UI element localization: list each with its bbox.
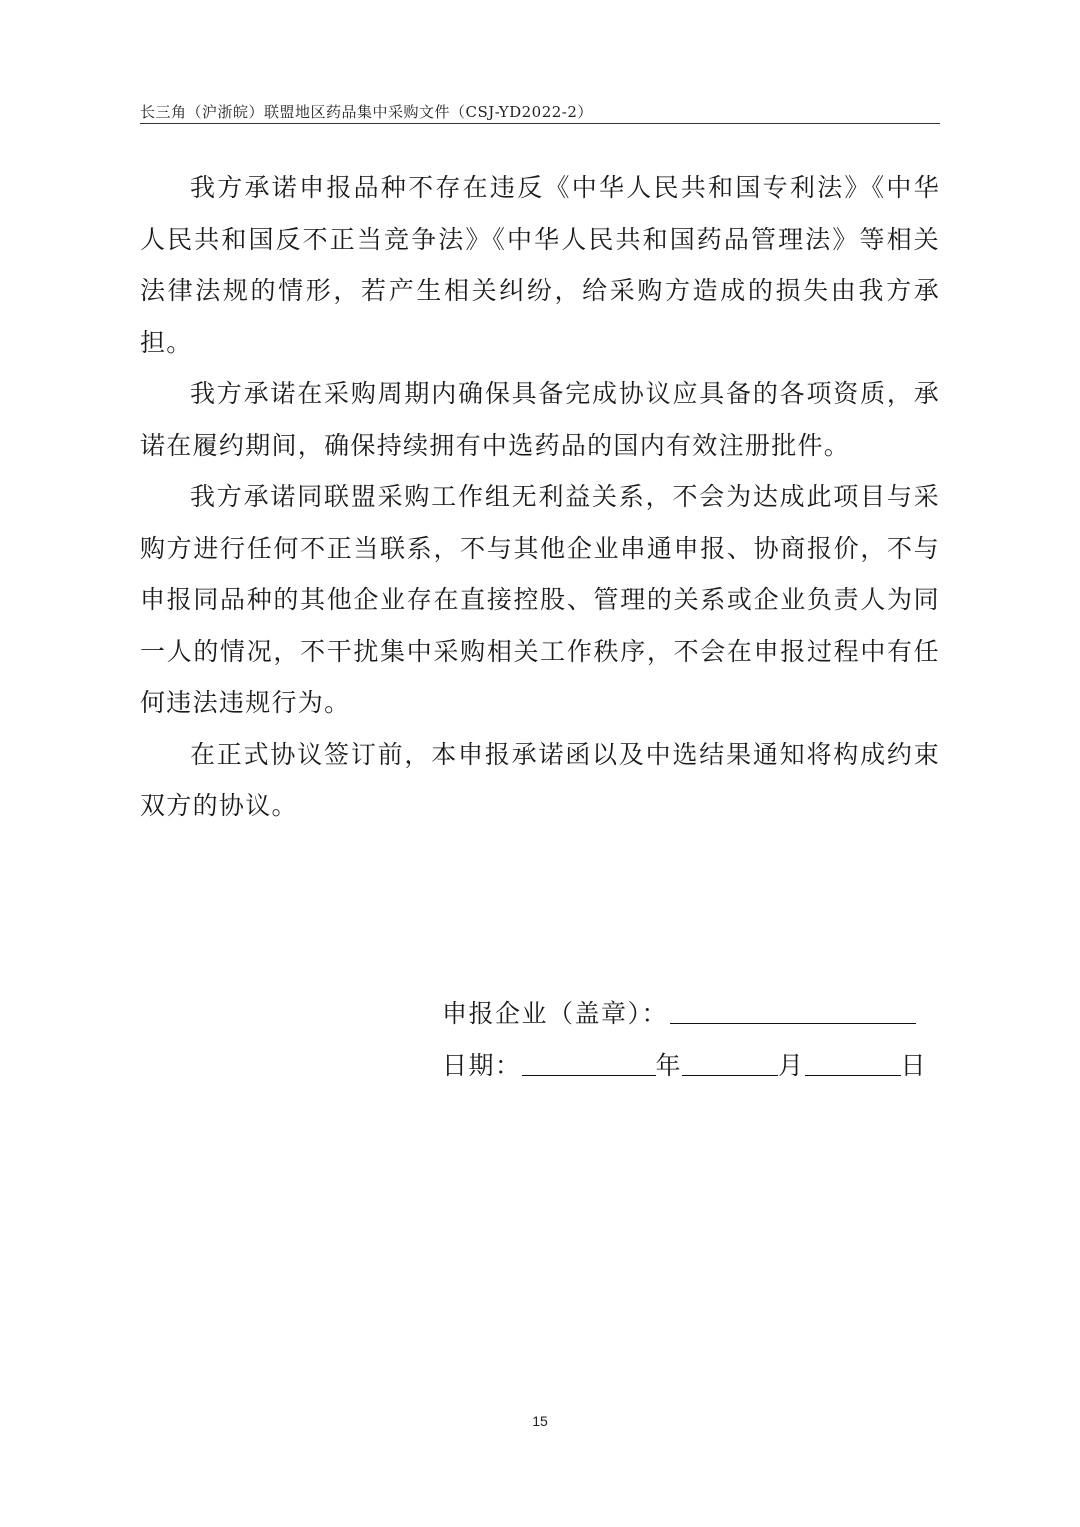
- company-seal-label: 申报企业（盖章）：: [442, 999, 669, 1028]
- date-line: [442, 1030, 940, 1082]
- year-blank: [522, 1047, 656, 1076]
- day-blank: [805, 1047, 901, 1076]
- paragraph-patent-commitment: 我方承诺申报品种不存在违反《中华人民共和国专利法》《中华人民共和国反不正当竞争法》《中华人民共和国药品管理法》等相关法律法规的情形，若产生相关纠纷，给采购方造成的损失由我方承担。: [140, 173, 940, 357]
- day-label: 日: [900, 1051, 928, 1080]
- page-number: 15: [532, 1413, 548, 1429]
- document-header: 长三角（沪浙皖）联盟地区药品集中采购文件（CSJ-YD2022-2）: [140, 103, 593, 121]
- document-body: [140, 162, 940, 832]
- month-label: 月: [778, 1051, 805, 1080]
- company-seal-line: [442, 978, 940, 1030]
- header-divider: [140, 123, 940, 124]
- company-seal-blank: [670, 995, 916, 1024]
- signature-block: [442, 978, 940, 1082]
- paragraph-fair-conduct-commitment: 我方承诺同联盟采购工作组无利益关系，不会为达成此项目与采购方进行任何不正当联系，不与其他企业串通申报、协商报价，不与申报同品种的其他企业存在直接控股、管理的关系或企业负责人为同一人的情况，不干扰集中采购相关工作秩序，不会在申报过程中有任何违法违规行为。: [140, 482, 940, 717]
- paragraph-qualification-commitment: 我方承诺在采购周期内确保具备完成协议应具备的各项资质，承诺在履约期间，确保持续拥有中选药品的国内有效注册批件。: [140, 379, 940, 460]
- date-label: 日期：: [442, 1051, 522, 1080]
- year-label: 年: [655, 1051, 683, 1080]
- month-blank: [682, 1047, 778, 1076]
- paragraph-binding-agreement: 在正式协议签订前，本申报承诺函以及中选结果通知将构成约束双方的协议。: [140, 739, 940, 820]
